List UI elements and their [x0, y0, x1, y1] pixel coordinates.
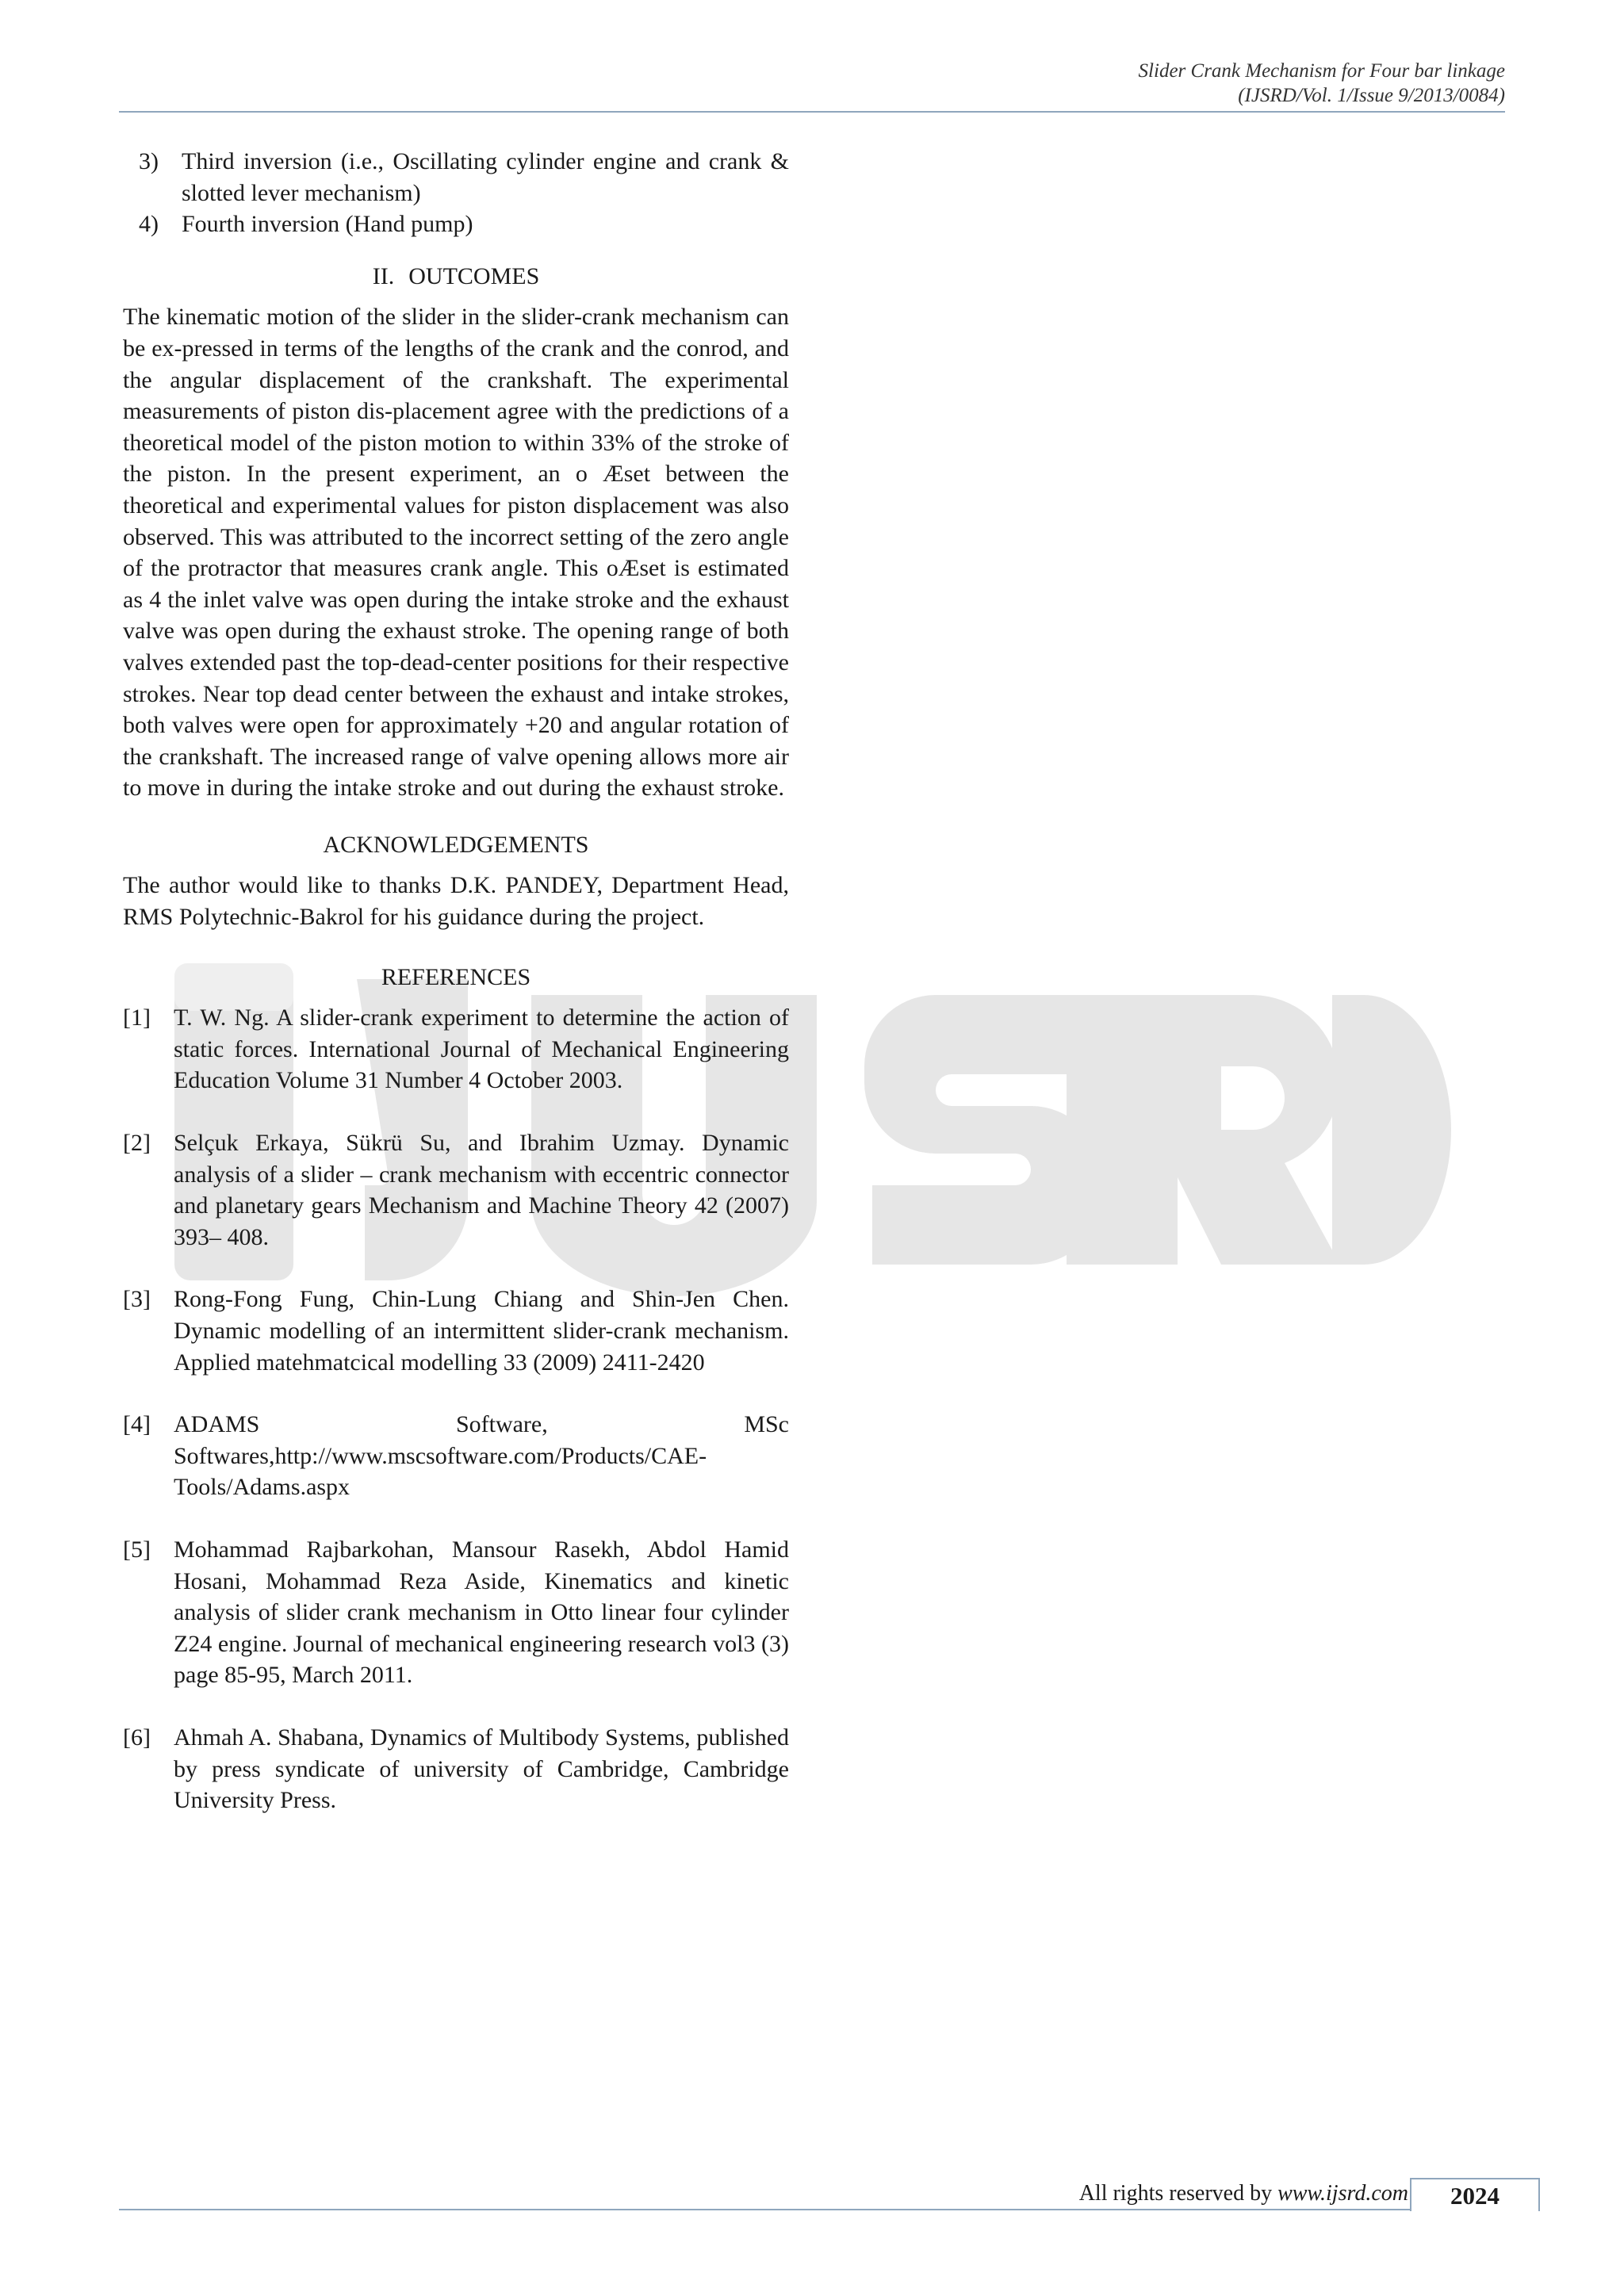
reference-number: [5] — [123, 1536, 151, 1563]
footer-site-link[interactable]: www.ijsrd.com — [1277, 2181, 1408, 2206]
reference-item — [123, 1409, 789, 1503]
outcomes-heading — [123, 261, 789, 293]
list-item-text: Third inversion (i.e., Oscillating cylinder engine and crank & slotted lever mechanism) — [182, 148, 789, 206]
reference-text: Selçuk Erkaya, Sükrü Su, and Ibrahim Uzmay. Dynamic analysis of a slider – crank mechanism with eccentric connector and planetary gears Mechanism and Machine Theory 42 (2007) 393– 408. — [174, 1130, 789, 1250]
reference-item — [123, 1284, 789, 1378]
reference-text: Rong-Fong Fung, Chin-Lung Chiang and Shin-Jen Chen. Dynamic modelling of an intermittent slider-crank mechanism. Applied matehmatcical modelling 33 (2009) 2411-2420 — [174, 1286, 789, 1376]
references-heading: REFERENCES — [381, 963, 531, 990]
reference-text: Ahmah A. Shabana, Dynamics of Multibody Systems, published by press syndicate of university of Cambridge, Cambridge University Press. — [174, 1724, 789, 1814]
footer-rights — [1079, 2180, 1408, 2207]
running-header — [1139, 59, 1505, 108]
reference-number: [2] — [123, 1130, 151, 1157]
inversion-list — [123, 146, 789, 240]
reference-number: [4] — [123, 1411, 151, 1438]
section-number: II. — [372, 262, 395, 289]
reference-text: T. W. Ng. A slider-crank experiment to determine the action of static forces. International Journal of Mechanical Engineering Education Volume 31 Number 4 October 2003. — [174, 1004, 789, 1094]
reference-item — [123, 1127, 789, 1253]
list-item — [123, 146, 789, 209]
footer-rights-label: All rights reserved by — [1078, 2181, 1273, 2206]
section-title: OUTCOMES — [408, 262, 540, 289]
reference-text: Mohammad Rajbarkohan, Mansour Rasekh, Abdol Hamid Hosani, Mohammad Reza Aside, Kinematics and kinetic analysis of slider crank mechanism in Otto linear four cylinder Z24 engine. Journal of mechanical engineering research vol3 (3) page 85-95, March 2011. — [174, 1536, 789, 1689]
list-item-text: Fourth inversion (Hand pump) — [182, 211, 473, 238]
reference-number: [1] — [123, 1004, 151, 1031]
running-header-title: Slider Crank Mechanism for Four bar linkage — [1138, 60, 1505, 82]
reference-text: ADAMS Software, MSc Softwares,http://www.mscsoftware.com/Products/CAE-Tools/Adams.aspx — [174, 1411, 789, 1501]
reference-number: [6] — [123, 1724, 151, 1751]
reference-item — [123, 1722, 789, 1816]
left-text-column — [123, 146, 789, 1847]
footer-rule — [119, 2209, 1505, 2210]
list-item — [123, 209, 789, 240]
list-item-number: 3) — [139, 148, 159, 174]
reference-item — [123, 1002, 789, 1096]
reference-number: [3] — [123, 1286, 151, 1313]
outcomes-paragraph: The kinematic motion of the slider in the slider-crank mechanism can be ex-pressed in terms of the lengths of the crank and the conrod, and the angular displacement of the crankshaft. The experimental measurements of piston dis-placement agree with the predictions of a theoretical model of the piston motion to within 33% of the stroke of the piston. In the present experiment, an o Æset between the theoretical and experimental values for piston displacement was also observed. This was attributed to the incorrect setting of the zero angle of the protractor that measures crank angle. This oÆset is estimated as 4 the inlet valve was open during the intake stroke and the exhaust valve was open during the exhaust stroke. The opening range of both valves extended past the top-dead-center positions for their respective strokes. Near top dead center between the exhaust and intake strokes, both valves were open for approximately +20 and angular rotation of the crankshaft. The increased range of valve opening allows more air to move in during the intake stroke and out during the exhaust stroke. — [123, 304, 789, 802]
reference-list — [123, 1002, 789, 1816]
header-rule — [119, 111, 1505, 113]
acknowledgements-heading: ACKNOWLEDGEMENTS — [323, 831, 589, 858]
reference-item — [123, 1534, 789, 1691]
page-number: 2024 — [1410, 2178, 1540, 2211]
running-header-citation: (IJSRD/Vol. 1/Issue 9/2013/0084) — [1238, 85, 1505, 106]
list-item-number: 4) — [139, 211, 159, 238]
acknowledgements-paragraph: The author would like to thanks D.K. PANDEY, Department Head, RMS Polytechnic-Bakrol for his guidance during the project. — [123, 872, 789, 931]
